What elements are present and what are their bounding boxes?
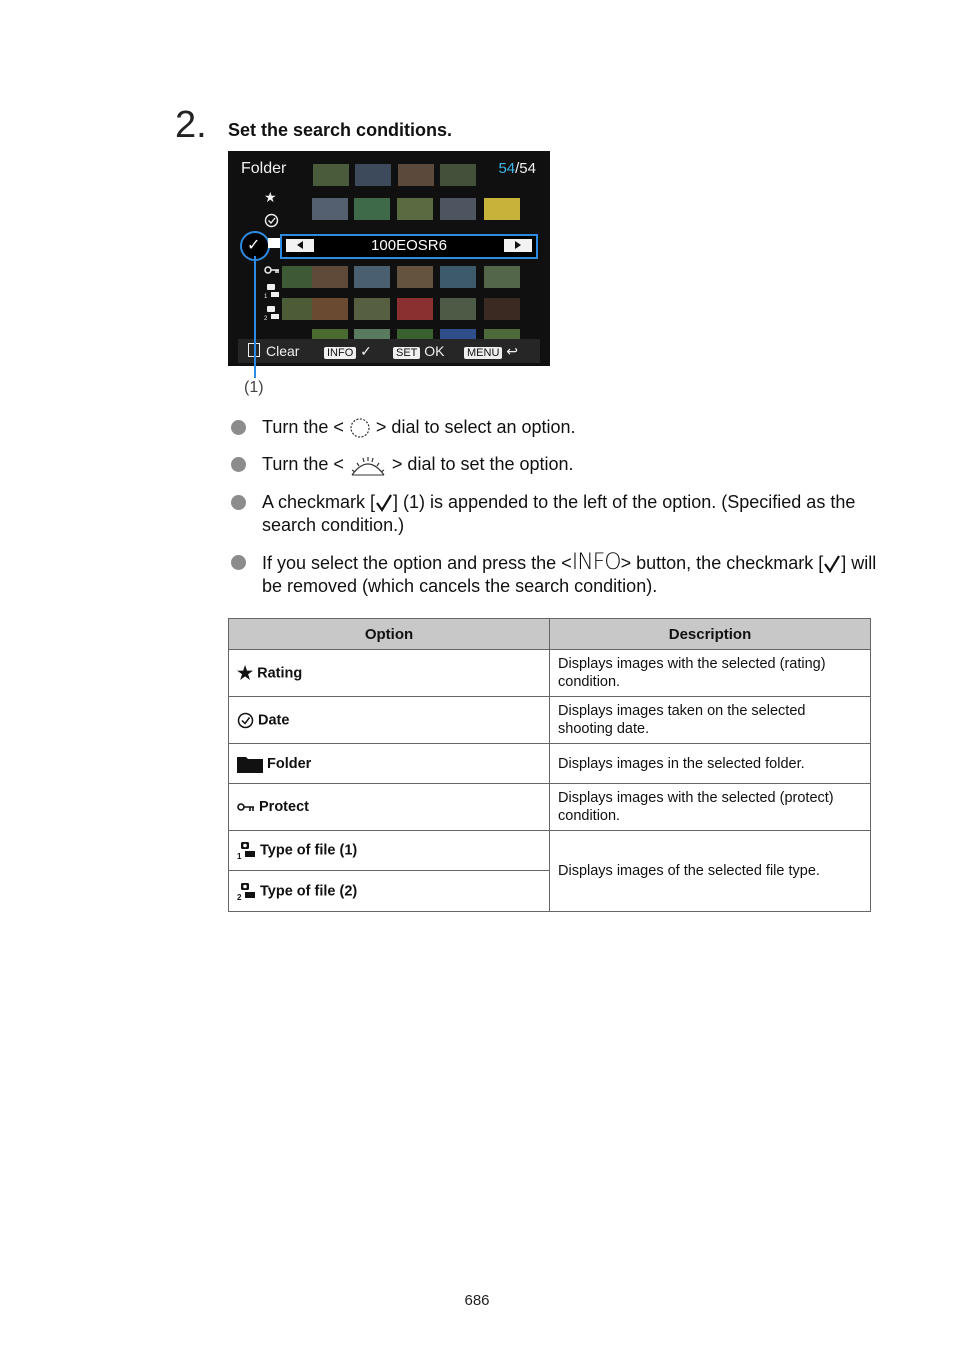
- thumbnail: [484, 298, 520, 320]
- thumbnail: [312, 266, 348, 288]
- image-count: [498, 160, 536, 177]
- step-number: 2.: [175, 104, 207, 146]
- file-type-2-icon: [237, 882, 256, 901]
- description-cell: Displays images with the selected (rating) condition.: [550, 650, 871, 697]
- list-item: A checkmark [ ] (1) is appended to the left of the option. (Specified as the search condition.): [228, 491, 878, 537]
- description-cell: Displays images of the selected file type.: [550, 831, 871, 912]
- option-cell: Date: [229, 697, 550, 744]
- thumbnail: [484, 198, 520, 220]
- thumbnail: [440, 298, 476, 320]
- column-header-description: Description: [550, 619, 871, 650]
- folder-icon: [237, 755, 263, 773]
- screen-bottom-bar: [238, 339, 540, 363]
- option-cell: ★ Rating: [229, 650, 550, 697]
- option-cell: 1 Type of file (1): [229, 831, 550, 871]
- table-row: [229, 697, 871, 744]
- option-cell: Protect: [229, 784, 550, 831]
- set-ok-button[interactable]: SET OK: [393, 343, 445, 359]
- key-icon: [264, 263, 280, 277]
- return-icon: ↩: [506, 343, 519, 359]
- star-icon: ★: [237, 662, 254, 683]
- thumbnail: [440, 198, 476, 220]
- thumbnail: [354, 198, 390, 220]
- camera-screen: [228, 151, 550, 366]
- thumbnail: [398, 164, 434, 186]
- next-folder-button[interactable]: [504, 239, 532, 252]
- thumbnail: [312, 298, 348, 320]
- list-item: If you select the option and press the <INFO> button, the checkmark [ ] will be removed (which cancels the search condition).: [228, 551, 878, 598]
- step-title: Set the search conditions.: [228, 120, 453, 140]
- clock-icon: [264, 213, 279, 230]
- list-item: Turn the < > dial to set the option.: [228, 453, 878, 476]
- description-cell: Displays images with the selected (protect) condition.: [550, 784, 871, 831]
- star-icon: ★: [264, 189, 277, 205]
- thumbnail: [313, 164, 349, 186]
- callout-line: [254, 256, 256, 378]
- table-row: [229, 650, 871, 697]
- thumbnail: [440, 164, 476, 186]
- arrow-right-icon: [515, 241, 521, 249]
- table-row: [229, 831, 871, 871]
- callout-label: (1): [244, 379, 264, 396]
- option-cell: 2 Type of file (2): [229, 871, 550, 912]
- main-dial-icon: [349, 455, 387, 477]
- svg-text:2: 2: [237, 892, 242, 901]
- quick-control-dial-icon: [349, 417, 371, 439]
- bullet-icon: [231, 420, 246, 435]
- checkmark-icon: [823, 554, 841, 574]
- file-type-1-icon: [264, 283, 280, 301]
- bullet-icon: [231, 457, 246, 472]
- menu-back-button[interactable]: MENU ↩: [464, 343, 518, 359]
- thumbnail: [440, 266, 476, 288]
- clear-button[interactable]: Clear: [248, 343, 299, 359]
- option-cell: Folder: [229, 744, 550, 784]
- options-table: [228, 618, 871, 912]
- instruction-list: [228, 416, 878, 612]
- screen-title: Folder: [241, 160, 287, 177]
- thumbnail: [354, 266, 390, 288]
- description-cell: Displays images taken on the selected shooting date.: [550, 697, 871, 744]
- table-row: [229, 744, 871, 784]
- description-cell: Displays images in the selected folder.: [550, 744, 871, 784]
- file-type-1-icon: [237, 841, 256, 860]
- page-number: 686: [464, 1292, 490, 1309]
- check-icon: ✓: [247, 237, 261, 254]
- svg-text:2: 2: [264, 316, 268, 321]
- svg-text:1: 1: [237, 852, 242, 860]
- bullet-icon: [231, 495, 246, 510]
- list-item: Turn the < > dial to select an option.: [228, 416, 878, 439]
- folder-selector[interactable]: [280, 234, 538, 259]
- table-header-row: [229, 619, 871, 650]
- thumbnail: [355, 164, 391, 186]
- thumbnail: [484, 266, 520, 288]
- clock-icon: [237, 712, 254, 729]
- image-count-current: 54: [498, 160, 516, 177]
- thumbnail: [397, 298, 433, 320]
- svg-text:1: 1: [264, 294, 268, 299]
- bullet-icon: [231, 555, 246, 570]
- table-row: [229, 784, 871, 831]
- thumbnail: [312, 198, 348, 220]
- checkmark-icon: [375, 493, 393, 513]
- key-icon: [237, 802, 255, 812]
- folder-name: 100EOSR6: [371, 237, 447, 254]
- info-check-button[interactable]: INFO ✓: [324, 343, 372, 359]
- folder-icon: [268, 238, 280, 248]
- thumbnail: [397, 198, 433, 220]
- file-type-2-icon: [264, 305, 280, 323]
- image-count-total: /54: [515, 160, 536, 177]
- info-button-icon: INFO: [571, 549, 621, 575]
- thumbnail: [397, 266, 433, 288]
- thumbnail: [354, 298, 390, 320]
- column-header-option: Option: [229, 619, 550, 650]
